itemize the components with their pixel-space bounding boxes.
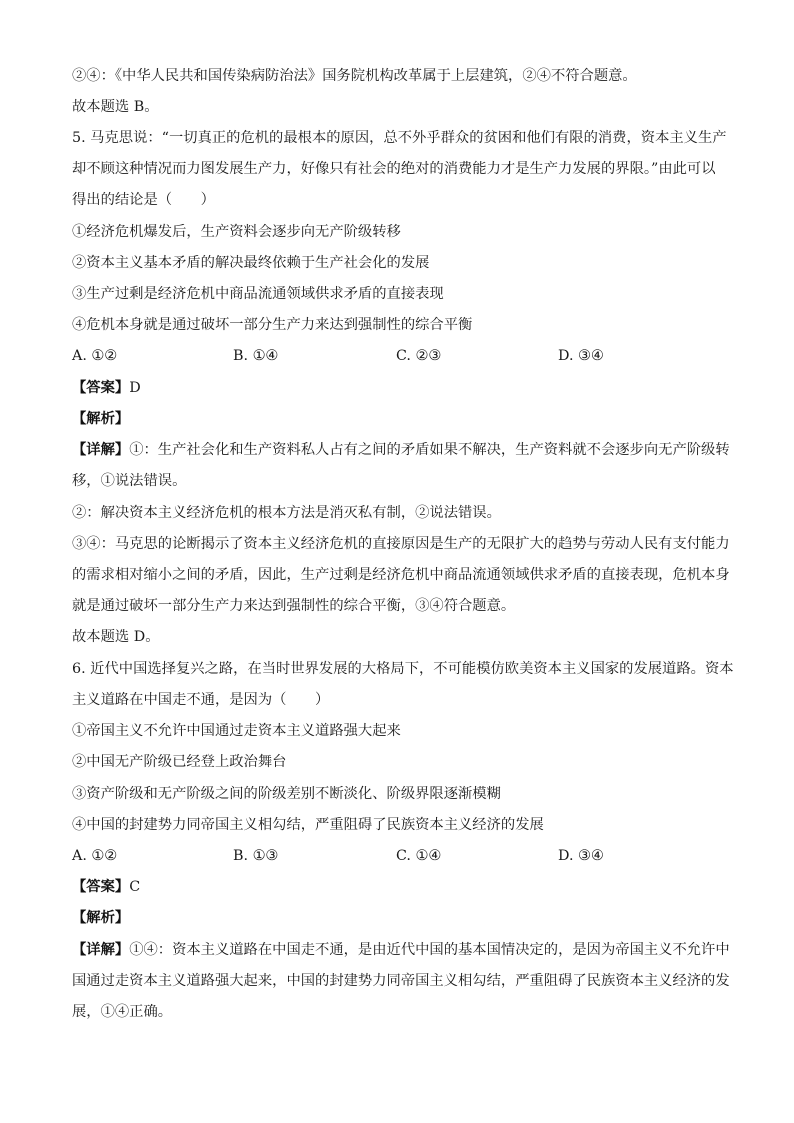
q4-analysis-line: ②④：《中华人民共和国传染病防治法》国务院机构改革属于上层建筑，②④不符合题意。 bbox=[72, 68, 637, 84]
detail-text: ①④：资本主义道路在中国走不通，是由近代中国的基本国情决定的，是因为帝国主义不允许中 bbox=[129, 942, 730, 958]
q5-statement-2: ②资本主义基本矛盾的解决最终依赖于生产社会化的发展 bbox=[72, 255, 430, 271]
q5-option-a: A. ①② bbox=[72, 348, 118, 364]
q5-conclusion: 故本题选 D。 bbox=[72, 629, 160, 645]
answer-tag: 【答案】 bbox=[72, 380, 130, 396]
q6-detail-line-3: 展，①④正确。 bbox=[72, 1004, 173, 1020]
q4-conclusion: 故本题选 B。 bbox=[72, 99, 159, 115]
q6-statement-3: ③资产阶级和无产阶级之间的阶级差别不断淡化、阶级界限逐渐模糊 bbox=[72, 786, 501, 802]
answer-tag: 【答案】 bbox=[72, 879, 130, 895]
analysis-tag: 【解析】 bbox=[72, 910, 130, 926]
q5-statement-4: ④危机本身就是通过破坏一部分生产力来达到强制性的综合平衡 bbox=[72, 317, 473, 333]
answer-value: C bbox=[129, 879, 141, 895]
q6-statement-4: ④中国的封建势力同帝国主义相勾结，严重阻碍了民族资本主义经济的发展 bbox=[72, 817, 544, 833]
q6-detail-line-1 bbox=[72, 940, 730, 960]
answer-value: D bbox=[129, 380, 141, 396]
q5-stem-line-3: 得出的结论是（ ） bbox=[72, 192, 215, 208]
analysis-tag: 【解析】 bbox=[72, 411, 130, 427]
q5-detail-line-5: 的需求相对缩小之间的矛盾，因此，生产过剩是经济危机中商品流通领域供求矛盾的直接表现，危机本身 bbox=[72, 567, 730, 583]
q5-statement-3: ③生产过剩是经济危机中商品流通领域供求矛盾的直接表现 bbox=[72, 286, 444, 302]
q6-stem-line-1: 6. 近代中国选择复兴之路，在当时世界发展的大格局下，不可能模仿欧美资本主义国家的发展道路。资本 bbox=[72, 661, 734, 677]
q6-statement-2: ②中国无产阶级已经登上政治舞台 bbox=[72, 754, 287, 770]
q6-statement-1: ①帝国主义不允许中国通过走资本主义道路强大起来 bbox=[72, 723, 401, 739]
q6-option-c: C. ①④ bbox=[396, 848, 442, 864]
q6-analysis-heading bbox=[72, 908, 722, 928]
q5-stem-line-2: 却不顾这种情况而力图发展生产力，好像只有社会的绝对的消费能力才是生产力发展的界限。”由此可以 bbox=[72, 161, 716, 177]
q5-option-b: B. ①④ bbox=[233, 348, 279, 364]
q5-detail-line-4: ③④：马克思的论断揭示了资本主义经济危机的直接原因是生产的无限扩大的趋势与劳动人民有支付能力 bbox=[72, 536, 730, 552]
q6-answer bbox=[72, 877, 722, 897]
q5-detail-line-6: 就是通过破坏一部分生产力来达到强制性的综合平衡，③④符合题意。 bbox=[72, 598, 516, 614]
q5-analysis-heading bbox=[72, 409, 722, 429]
detail-tag: 【详解】 bbox=[72, 442, 130, 458]
q5-detail-line-2: 移，①说法错误。 bbox=[72, 473, 187, 489]
q5-option-d: D. ③④ bbox=[558, 348, 604, 364]
q5-detail-line-3: ②：解决资本主义经济危机的根本方法是消灭私有制，②说法错误。 bbox=[72, 505, 501, 521]
q5-stem-line-1: 5. 马克思说：“一切真正的危机的最根本的原因，总不外乎群众的贫困和他们有限的消费，资本主义生产 bbox=[72, 130, 727, 146]
q6-detail-line-2: 国通过走资本主义道路强大起来，中国的封建势力同帝国主义相勾结，严重阻碍了民族资本主义经济的发 bbox=[72, 973, 730, 989]
q5-statement-1: ①经济危机爆发后，生产资料会逐步向无产阶级转移 bbox=[72, 224, 401, 240]
q5-option-c: C. ②③ bbox=[396, 348, 442, 364]
detail-tag: 【详解】 bbox=[72, 942, 130, 958]
detail-text: ①：生产社会化和生产资料私人占有之间的矛盾如果不解决，生产资料就不会逐步向无产阶级转 bbox=[129, 442, 730, 458]
q5-answer bbox=[72, 378, 722, 398]
q6-option-a: A. ①② bbox=[72, 848, 118, 864]
q6-stem-line-2: 主义道路在中国走不通，是因为（ ） bbox=[72, 692, 330, 708]
q6-option-b: B. ①③ bbox=[233, 848, 279, 864]
q6-option-d: D. ③④ bbox=[558, 848, 604, 864]
q5-detail-line-1 bbox=[72, 440, 730, 460]
